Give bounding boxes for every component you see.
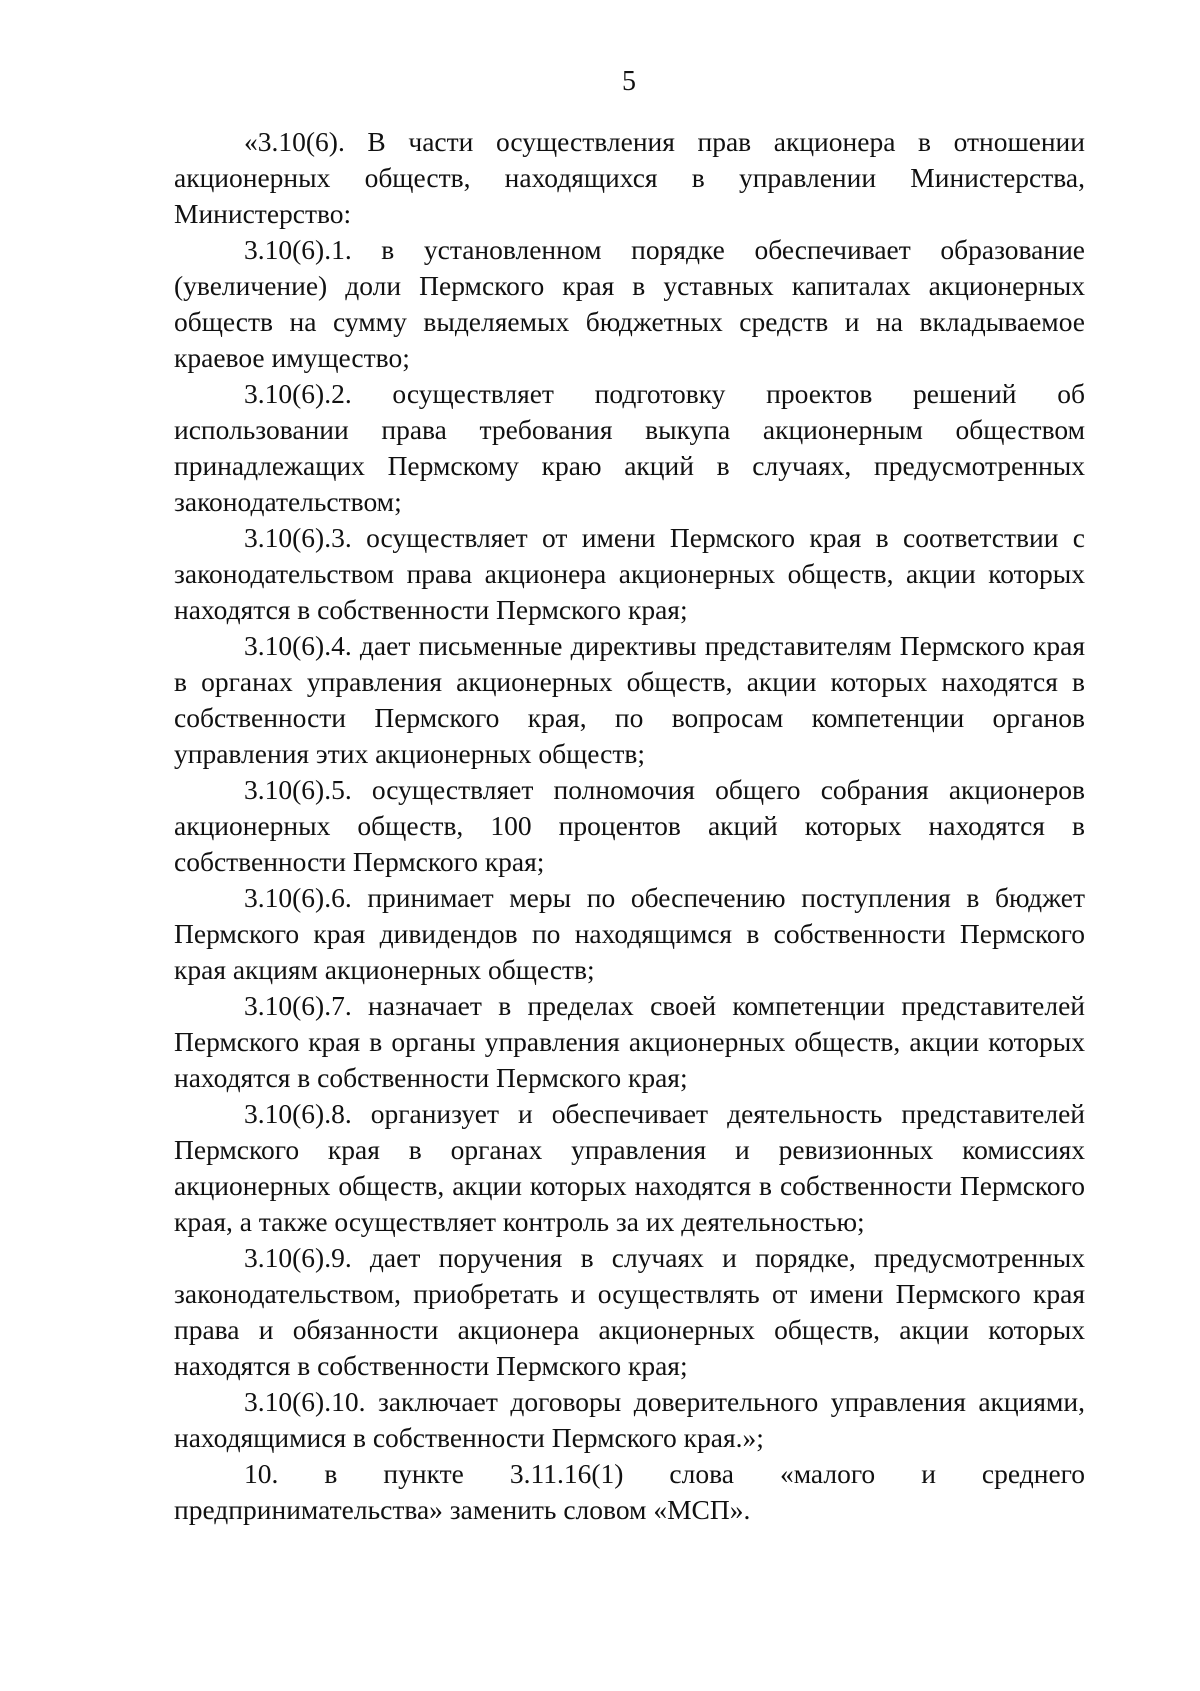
paragraph-3-10-6-8: 3.10(6).8. организует и обеспечивает деятельность представителей Пермского края в органах управления и ревизионных комиссиях акционерных обществ, акции которых находятся в собственности Пермского края, а также осуществляет контроль за их деятельностью; (174, 1098, 1085, 1237)
paragraph-intro: «3.10(6). В части осуществления прав акционера в отношении акционерных обществ, находящихся в управлении Министерства, Министерство: (174, 126, 1085, 229)
document-body (174, 124, 1085, 1528)
paragraph-3-10-6-3: 3.10(6).3. осуществляет от имени Пермского края в соответствии с законодательством права акционера акционерных обществ, акции которых находятся в собственности Пермского края; (174, 522, 1085, 625)
paragraph-3-10-6-5: 3.10(6).5. осуществляет полномочия общего собрания акционеров акционерных обществ, 100 процентов акций которых находятся в собственности Пермского края; (174, 774, 1085, 877)
paragraph-3-10-6-2: 3.10(6).2. осуществляет подготовку проектов решений об использовании права требования выкупа акционерным обществом принадлежащих Пермскому краю акций в случаях, предусмотренных законодательством; (174, 378, 1085, 517)
paragraph-3-10-6-6: 3.10(6).6. принимает меры по обеспечению поступления в бюджет Пермского края дивидендов по находящимся в собственности Пермского края акциям акционерных обществ; (174, 882, 1085, 985)
page-number: 5 (622, 66, 636, 97)
paragraph-3-10-6-10: 3.10(6).10. заключает договоры доверительного управления акциями, находящимися в собственности Пермского края.»; (174, 1386, 1085, 1453)
paragraph-3-10-6-1: 3.10(6).1. в установленном порядке обеспечивает образование (увеличение) доли Пермского края в уставных капиталах акционерных обществ на сумму выделяемых бюджетных средств и на вкладываемое краевое имущество; (174, 234, 1085, 373)
paragraph-item-10: 10. в пункте 3.11.16(1) слова «малого и среднего предпринимательства» заменить словом «МСП». (174, 1458, 1085, 1525)
paragraph-3-10-6-9: 3.10(6).9. дает поручения в случаях и порядке, предусмотренных законодательством, приобретать и осуществлять от имени Пермского края права и обязанности акционера акционерных обществ, акции которых находятся в собственности Пермского края; (174, 1242, 1085, 1381)
paragraph-3-10-6-4: 3.10(6).4. дает письменные директивы представителям Пермского края в органах управления акционерных обществ, акции которых находятся в собственности Пермского края, по вопросам компетенции органов управления этих акционерных обществ; (174, 630, 1085, 769)
paragraph-3-10-6-7: 3.10(6).7. назначает в пределах своей компетенции представителей Пермского края в органы управления акционерных обществ, акции которых находятся в собственности Пермского края; (174, 990, 1085, 1093)
